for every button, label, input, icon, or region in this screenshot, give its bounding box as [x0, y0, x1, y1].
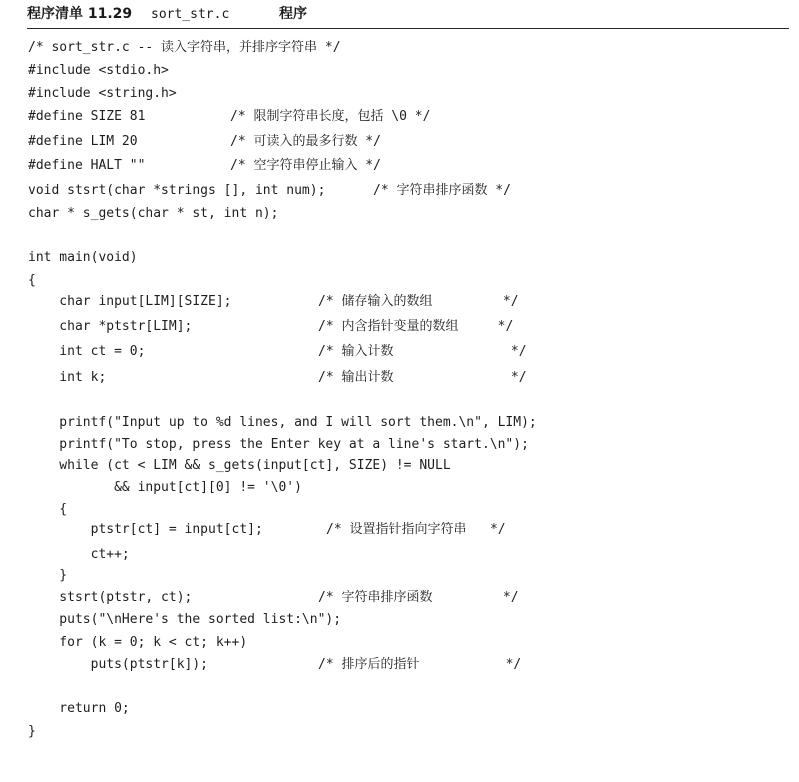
code-text: #include <stdio.h> — [28, 63, 169, 78]
code-text: int k; — [28, 370, 107, 385]
code-text: puts(ptstr[k]); — [28, 657, 209, 672]
code-text: /* sort_str.c -- 读入字符串，并排序字符串 */ — [28, 40, 341, 55]
code-comment: /* 可读入的最多行数 */ — [230, 134, 381, 149]
code-text: #define LIM 20 — [28, 134, 138, 149]
code-line — [28, 413, 537, 433]
code-comment: /* 字符串排序函数 */ — [318, 590, 519, 605]
code-text: puts("\nHere's the sorted list:\n"); — [28, 612, 342, 627]
code-text: { — [28, 502, 68, 517]
code-comment: /* 储存输入的数组 */ — [318, 294, 519, 309]
code-line — [28, 248, 138, 268]
code-comment: /* 输入计数 */ — [318, 344, 527, 359]
code-comment: /* 输出计数 */ — [318, 370, 527, 385]
code-line — [28, 84, 177, 104]
code-comment: /* 空字符串停止输入 */ — [230, 158, 381, 173]
code-text: #include <string.h> — [28, 86, 177, 101]
code-text: ptstr[ct] = input[ct]; — [28, 522, 263, 537]
code-line — [28, 722, 59, 742]
code-line — [28, 610, 342, 630]
code-text: char input[LIM][SIZE]; — [28, 294, 232, 309]
code-line — [28, 545, 130, 565]
code-line — [28, 204, 279, 224]
code-text: #define HALT "" — [28, 158, 146, 173]
code-line — [28, 317, 514, 337]
code-text: printf("To stop, press the Enter key at a line's start.\n"); — [28, 437, 529, 452]
code-line — [28, 342, 527, 362]
code-text: int ct = 0; — [28, 344, 146, 359]
code-line — [28, 699, 130, 719]
code-line — [28, 588, 519, 608]
code-line — [28, 292, 519, 312]
code-text: for (k = 0; k < ct; k++) — [28, 635, 248, 650]
code-line — [28, 435, 529, 455]
code-line — [28, 107, 431, 127]
code-text: char * s_gets(char * st, int n); — [28, 206, 279, 221]
code-text: } — [28, 724, 36, 739]
code-line — [28, 520, 506, 540]
code-text: while (ct < LIM && s_gets(input[ct], SIZE) != NULL — [28, 458, 451, 473]
code-line — [28, 456, 451, 476]
code-line — [28, 38, 341, 58]
code-text: && input[ct][0] != '\0') — [28, 480, 302, 495]
code-comment: /* 字符串排序函数 */ — [373, 183, 511, 198]
code-line — [28, 500, 68, 520]
code-line — [28, 61, 169, 81]
code-text: { — [28, 273, 36, 288]
code-text: } — [28, 568, 68, 583]
listing-suffix: 程序 — [279, 6, 307, 22]
code-line — [28, 566, 68, 586]
code-comment: /* 限制字符串长度，包括 \0 */ — [230, 109, 431, 124]
listing-filename: sort_str.c — [151, 7, 230, 22]
code-line — [28, 271, 59, 291]
code-line — [28, 368, 527, 388]
code-comment: /* 排序后的指针 */ — [318, 657, 522, 672]
code-comment: /* 设置指针指向字符串 */ — [326, 522, 506, 537]
listing-label: 程序清单 11.29 — [27, 6, 133, 22]
code-text: void stsrt(char *strings [], int num); — [28, 183, 326, 198]
code-line — [28, 156, 381, 176]
code-line — [28, 633, 248, 653]
code-text: return 0; — [28, 701, 130, 716]
code-text: #define SIZE 81 — [28, 109, 146, 124]
code-line — [28, 478, 302, 498]
code-line — [28, 132, 381, 152]
code-line — [28, 181, 511, 201]
code-text: int main(void) — [28, 250, 138, 265]
code-text: ct++; — [28, 547, 130, 562]
code-text: stsrt(ptstr, ct); — [28, 590, 193, 605]
code-text: char *ptstr[LIM]; — [28, 319, 193, 334]
code-comment: /* 内含指针变量的数组 */ — [318, 319, 514, 334]
code-text: printf("Input up to %d lines, and I will sort them.\n", LIM); — [28, 415, 537, 430]
code-line — [28, 655, 522, 675]
